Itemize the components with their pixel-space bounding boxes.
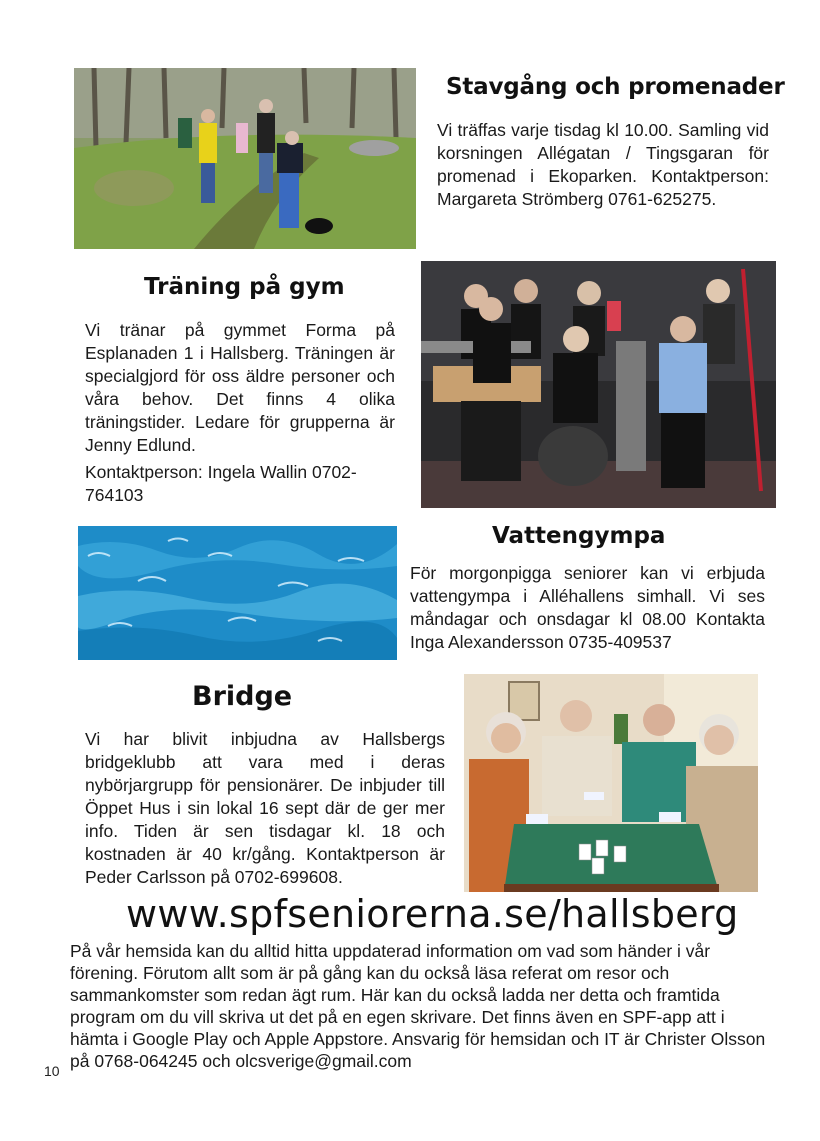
bridge-title: Bridge [192, 681, 293, 712]
walking-photo [74, 68, 416, 249]
bridge-photo [464, 674, 758, 892]
gym-text: Vi tränar på gymmet Forma på Esplanaden 1 i Hallsberg. Träningen är specialgjord för oss äldre personer och våra behov. Det finns 4 olika träningstider. Ledare för grupperna är Jenny Edlund. [85, 320, 395, 455]
website-url[interactable]: www.spfseniorerna.se/hallsberg [126, 892, 739, 936]
water-text: För morgonpigga seniorer kan vi erbjuda vattengympa i Alléhallens simhall. Vi ses måndagar och onsdagar kl 08.00 Kontakta Inga Alexandersson 0735-409537 [410, 563, 765, 652]
page-number: 10 [44, 1063, 60, 1079]
gym-contact: Kontaktperson: Ingela Wallin 0702-764103 [85, 462, 357, 505]
water-title: Vattengympa [492, 523, 666, 549]
bridge-text: Vi har blivit inbjudna av Hallsbergs bridgeklubb att vara med i deras nybörjargrupp för pensionärer. De inbjuder till Öppet Hus i sin lokal 16 sept där de ger mer info. Tiden är sen tisdagar kl. 18 och kostnaden är 40 kr/gång. Kontaktperson är Peder Carlsson på 0702-699608. [85, 729, 445, 887]
gym-title: Träning på gym [144, 274, 345, 300]
website-text: På vår hemsida kan du alltid hitta uppdaterad information om vad som händer i vår förening. Förutom allt som är på gång kan du också läsa referat om resor och sammankomster som redan ägt rum. Här kan du också ladda ner detta och framtida program om du vill skriva ut det på en egen skrivare. Det finns även en SPF-app att i hämta i Google Play och Apple Appstore. Ansvarig för hemsidan och IT är Christer Olsson på 0768-064245 och olcsverige@gmail.com [70, 941, 766, 1071]
walking-text: Vi träffas varje tisdag kl 10.00. Samling vid korsningen Allégatan / Tingsgaran för promenad i Ekoparken. Kontaktperson: Margareta Strömberg 0761-625275. [437, 120, 769, 209]
walking-title: Stavgång och promenader [446, 74, 785, 100]
water-photo [78, 526, 397, 660]
gym-photo [421, 261, 776, 508]
